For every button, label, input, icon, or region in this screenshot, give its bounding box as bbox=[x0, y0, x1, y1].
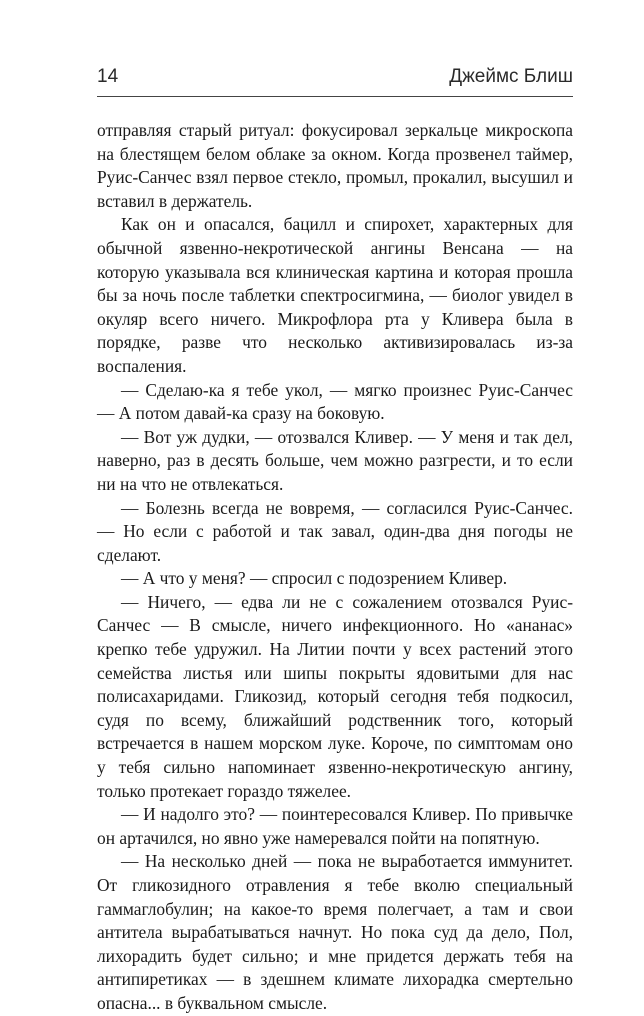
paragraph: отправляя старый ритуал: фокусировал зеркальце микроскопа на блестящем белом облаке за окном. Когда прозвенел таймер, Руис-Санчес взял первое стекло, промыл, прокалил, высушил и вставил в держатель. bbox=[97, 120, 573, 211]
paragraph: — А что у меня? — спросил с подозрением Кливер. bbox=[121, 568, 508, 589]
paragraph: — Болезнь всегда не вовремя, — согласился Руис-Санчес. — Но если с работой и так завал, один-два дня погоды не сделают. bbox=[97, 497, 573, 565]
paragraph: — И надолго это? — поинтересовался Кливер. По привычке он артачился, но явно уже намеревался пойти на попятную. bbox=[97, 804, 573, 848]
body-text bbox=[97, 119, 573, 1016]
author-name: Джеймс Блиш bbox=[449, 66, 573, 87]
paragraph: — Ничего, — едва ли не с сожалением отозвался Руис-Санчес — В смысле, ничего инфекционного. Но «ананас» крепко тебе удружил. На Литии почти у всех растений этого семейства листья или шипы покрыты ядовитыми для нас полисахаридами. Гликозид, который сегодня тебя подкосил, судя по всему, ближайший родственник того, который встречается в нашем морском луке. Короче, по симптомам оно у тебя сильно напоминает язвенно-некротическую ангину, только протекает гораздо тяжелее. bbox=[97, 591, 573, 801]
running-header bbox=[97, 66, 573, 92]
paragraph: Как он и опасался, бацилл и спирохет, характерных для обычной язвенно-некротической ангины Венсана — на которую указывала вся клиническая картина и которая прошла бы за ночь после таблетки спектросигмина, — биолог увидел в окуляр всего ничего. Микрофлора рта у Кливера была в порядке, разве что несколько активизировалась из-за воспаления. bbox=[97, 214, 573, 376]
paragraph: — На несколько дней — пока не выработается иммунитет. От гликозидного отравления я тебе вколю специальный гаммаглобулин; на какое-то время полегчает, а там и свои антитела вырабатываться начнут. Но пока суд да дело, Пол, лихорадить будет сильно; и мне придется держать тебя на антипиретиках — в здешнем климате лихорадка смертельно опасна... в буквальном смысле. bbox=[97, 851, 573, 1013]
paragraph: — Сделаю-ка я тебе укол, — мягко произнес Руис-Санчес — А потом давай-ка сразу на боковую. bbox=[97, 379, 573, 424]
paragraph: — Вот уж дудки, — отозвался Кливер. — У меня и так дел, наверно, раз в десять больше, чем можно разгрести, и то если ни на что не отвлекаться. bbox=[97, 426, 573, 494]
header-rule bbox=[97, 96, 573, 97]
page-number: 14 bbox=[97, 66, 119, 87]
